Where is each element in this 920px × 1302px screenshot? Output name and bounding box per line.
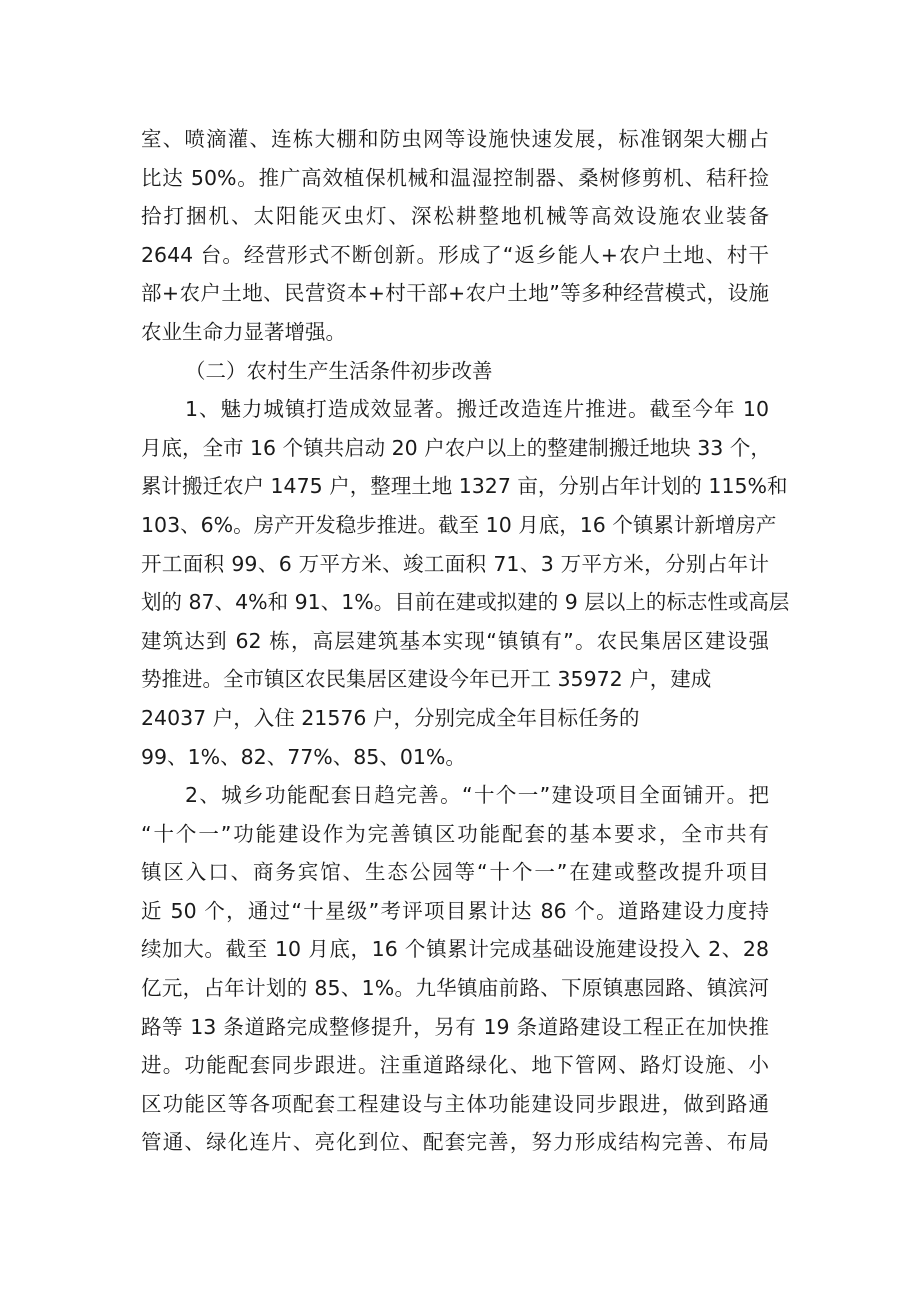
- text-line: 部+农户土地、民营资本+村干部+农户土地”等多种经营模式，设施: [141, 281, 769, 306]
- text-line: 拾打捆机、太阳能灭虫灯、深松耕整地机械等高效设施农业装备: [141, 204, 769, 229]
- text-line: 累计搬迁农户 1475 户，整理土地 1327 亩，分别占年计划的 115%和: [141, 474, 788, 499]
- text-line: 2644 台。经营形式不断创新。形成了“返乡能人+农户土地、村干: [141, 242, 769, 267]
- text-line: 路等 13 条道路完成整修提升，另有 19 条道路建设工程正在加快推: [141, 1014, 769, 1039]
- text-line: 1、魅力城镇打造成效显著。搬迁改造连片推进。截至今年 10: [185, 397, 769, 422]
- text-line: 开工面积 99、6 万平方米、竣工面积 71、3 万平方米，分别占年计: [141, 551, 769, 576]
- text-line: 近 50 个，通过“十星级”考评项目累计达 86 个。道路建设力度持: [141, 898, 769, 923]
- text-line: 区功能区等各项配套工程建设与主体功能建设同步跟进，做到路通: [141, 1091, 769, 1116]
- text-line: 2、城乡功能配套日趋完善。“十个一”建设项目全面铺开。把: [185, 783, 769, 808]
- text-line: “十个一”功能建设作为完善镇区功能配套的基本要求，全市共有: [141, 821, 769, 846]
- text-line: 管通、绿化连片、亮化到位、配套完善，努力形成结构完善、布局: [141, 1130, 769, 1155]
- text-line: 续加大。截至 10 月底，16 个镇累计完成基础设施建设投入 2、28: [141, 937, 769, 962]
- text-line: 亿元，占年计划的 85、1%。九华镇庙前路、下原镇惠园路、镇滨河: [141, 976, 769, 1001]
- text-line: 进。功能配套同步跟进。注重道路绿化、地下管网、路灯设施、小: [141, 1053, 769, 1078]
- text-line: 建筑达到 62 栋，高层建筑基本实现“镇镇有”。农民集居区建设强: [141, 628, 769, 653]
- text-line: 划的 87、4%和 91、1%。目前在建或拟建的 9 层以上的标志性或高层: [141, 590, 790, 615]
- document-body: [141, 120, 790, 1162]
- text-line: 农业生命力显著增强。: [141, 319, 346, 344]
- text-line: 室、喷滴灌、连栋大棚和防虫网等设施快速发展，标准钢架大棚占: [141, 127, 769, 151]
- text-line: 镇区入口、商务宾馆、生态公园等“十个一”在建或整改提升项目: [141, 860, 769, 885]
- text-line: 比达 50%。推广高效植保机械和温湿控制器、桑树修剪机、秸秆捡: [141, 165, 769, 190]
- text-line: 势推进。全市镇区农民集居区建设今年已开工 35972 户，建成: [141, 667, 712, 692]
- text-line: 月底，全市 16 个镇共启动 20 户农户以上的整建制搬迁地块 33 个，: [141, 435, 771, 460]
- text-line: 103、6%。房产开发稳步推进。截至 10 月底，16 个镇累计新增房产: [141, 512, 777, 537]
- text-line: 99、1%、82、77%、85、01%。: [141, 744, 466, 769]
- section-heading: （二）农村生产生活条件初步改善: [185, 358, 493, 383]
- text-line: 24037 户，入住 21576 户，分别完成全年目标任务的: [141, 705, 640, 730]
